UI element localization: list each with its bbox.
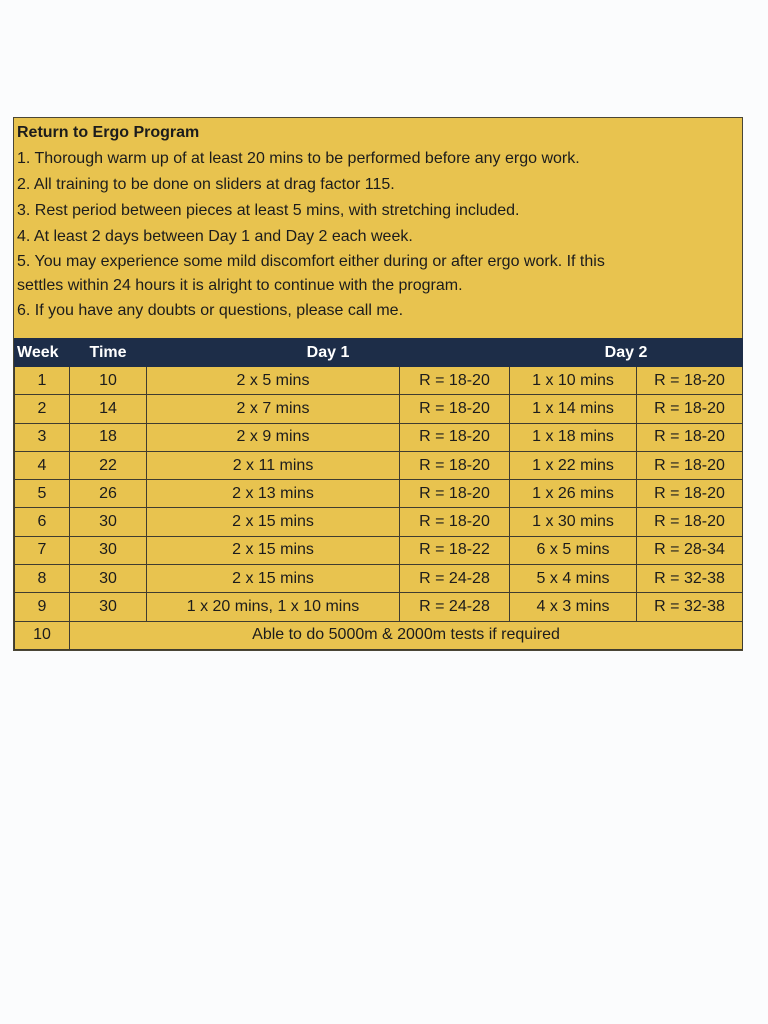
cell-day1-work: 2 x 5 mins: [147, 367, 400, 395]
cell-day2-rate: R = 18-20: [637, 480, 743, 508]
note-line: 6. If you have any doubts or questions, please call me.: [17, 302, 404, 319]
table-row: [15, 367, 743, 395]
cell-day1-rate: R = 18-20: [400, 451, 510, 479]
table-row: [15, 536, 743, 564]
note-line: 3. Rest period between pieces at least 5 mins, with stretching included.: [17, 202, 520, 219]
header-row: [15, 339, 743, 367]
cell-day1-rate: R = 18-22: [400, 536, 510, 564]
cell-day2-rate: R = 18-20: [637, 367, 743, 395]
cell-day2-rate: R = 18-20: [637, 395, 743, 423]
cell-day2-work: 5 x 4 mins: [510, 565, 637, 593]
cell-day2-work: 1 x 14 mins: [510, 395, 637, 423]
cell-day1-work: 2 x 15 mins: [147, 536, 400, 564]
cell-day1-rate: R = 18-20: [400, 480, 510, 508]
cell-day2-rate: R = 32-38: [637, 593, 743, 621]
cell-day1-work: 2 x 7 mins: [147, 395, 400, 423]
cell-week: 10: [15, 621, 70, 649]
cell-week: 2: [15, 395, 70, 423]
cell-time: 30: [70, 565, 147, 593]
cell-day2-rate: R = 18-20: [637, 423, 743, 451]
cell-day1-work: 2 x 15 mins: [147, 508, 400, 536]
cell-time: 18: [70, 423, 147, 451]
cell-day2-rate: R = 18-20: [637, 508, 743, 536]
cell-week: 6: [15, 508, 70, 536]
cell-day1-rate: R = 24-28: [400, 565, 510, 593]
note-line: 1. Thorough warm up of at least 20 mins to be performed before any ergo work.: [17, 150, 580, 167]
cell-day1-work: 2 x 15 mins: [147, 565, 400, 593]
cell-day1-rate: R = 18-20: [400, 367, 510, 395]
cell-time: 22: [70, 451, 147, 479]
cell-week: 8: [15, 565, 70, 593]
table-row: [15, 451, 743, 479]
cell-day1-rate: R = 18-20: [400, 423, 510, 451]
cell-time: 10: [70, 367, 147, 395]
header-day2: Day 2: [510, 339, 743, 367]
cell-day1-work: 1 x 20 mins, 1 x 10 mins: [147, 593, 400, 621]
cell-day2-work: 1 x 26 mins: [510, 480, 637, 508]
cell-day2-work: 6 x 5 mins: [510, 536, 637, 564]
note-line: 4. At least 2 days between Day 1 and Day 2 each week.: [17, 228, 413, 245]
cell-day2-rate: R = 28-34: [637, 536, 743, 564]
cell-final-note: Able to do 5000m & 2000m tests if required: [70, 621, 743, 649]
cell-day1-rate: R = 24-28: [400, 593, 510, 621]
note-line: settles within 24 hours it is alright to continue with the program.: [17, 277, 463, 294]
cell-time: 26: [70, 480, 147, 508]
cell-day1-work: 2 x 11 mins: [147, 451, 400, 479]
table-row: [15, 480, 743, 508]
cell-time: 30: [70, 508, 147, 536]
cell-day1-rate: R = 18-20: [400, 395, 510, 423]
table-body: [15, 367, 743, 650]
cell-week: 3: [15, 423, 70, 451]
cell-day2-rate: R = 18-20: [637, 451, 743, 479]
note-line: 2. All training to be done on sliders at drag factor 115.: [17, 176, 395, 193]
table-row: [15, 565, 743, 593]
cell-week: 9: [15, 593, 70, 621]
cell-day1-work: 2 x 9 mins: [147, 423, 400, 451]
program-notes: [14, 118, 742, 324]
cell-time: 30: [70, 536, 147, 564]
table-row: [15, 508, 743, 536]
program-title: Return to Ergo Program: [17, 124, 200, 141]
cell-day2-work: 1 x 22 mins: [510, 451, 637, 479]
table-row: [15, 395, 743, 423]
note-line: 5. You may experience some mild discomfort either during or after ergo work. If this: [17, 253, 605, 270]
ergo-program-card: [13, 117, 743, 651]
cell-day2-rate: R = 32-38: [637, 565, 743, 593]
cell-day2-work: 1 x 10 mins: [510, 367, 637, 395]
table-row: [15, 593, 743, 621]
table-row: [15, 423, 743, 451]
cell-week: 4: [15, 451, 70, 479]
cell-week: 5: [15, 480, 70, 508]
header-week: Week: [15, 339, 70, 367]
cell-time: 30: [70, 593, 147, 621]
header-time: Time: [70, 339, 147, 367]
cell-day2-work: 1 x 30 mins: [510, 508, 637, 536]
cell-day2-work: 4 x 3 mins: [510, 593, 637, 621]
cell-day2-work: 1 x 18 mins: [510, 423, 637, 451]
schedule-table: [14, 338, 743, 650]
cell-week: 1: [15, 367, 70, 395]
cell-week: 7: [15, 536, 70, 564]
cell-day1-work: 2 x 13 mins: [147, 480, 400, 508]
header-day1: Day 1: [147, 339, 510, 367]
cell-day1-rate: R = 18-20: [400, 508, 510, 536]
cell-time: 14: [70, 395, 147, 423]
final-row: [15, 621, 743, 649]
